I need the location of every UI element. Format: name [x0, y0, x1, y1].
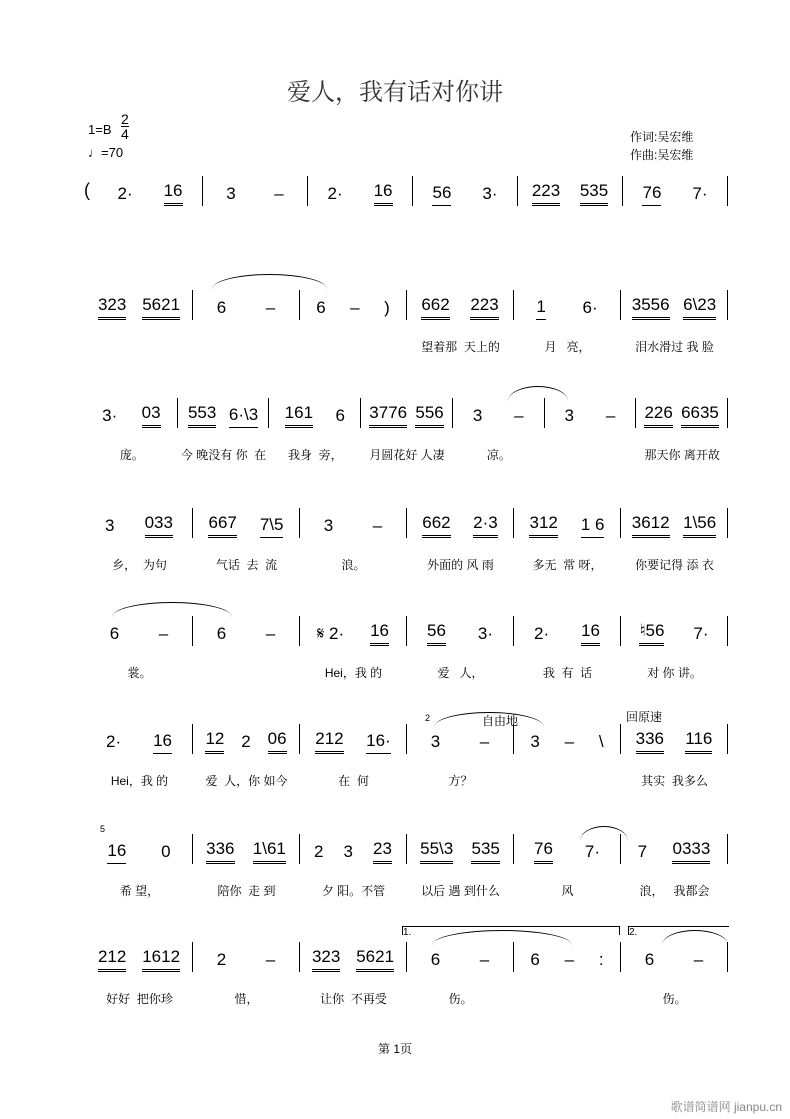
note-group: 212: [98, 947, 126, 972]
note-group: 12: [205, 729, 224, 754]
note-group: 336: [636, 729, 664, 754]
measures: [86, 724, 728, 754]
note-group: 2·: [533, 624, 550, 643]
lyric: 方？: [448, 774, 473, 788]
note-group: –: [564, 950, 575, 969]
measure: [300, 834, 407, 864]
lyric: 凉。: [486, 448, 511, 462]
lyrics-line: [86, 772, 728, 789]
lyric: 月圆花好 人凄: [369, 448, 445, 462]
lyric: 多无 常 呀，: [532, 558, 603, 572]
lyric: [86, 338, 193, 355]
note-group: 3612: [632, 513, 670, 538]
lyric: 好好 把你珍: [106, 992, 173, 1006]
note-group: 2: [241, 732, 251, 751]
measures: [86, 176, 728, 206]
note-group: 667: [208, 513, 236, 538]
lyric: 月 亮，: [544, 340, 591, 354]
lyric: 今 晚没有 你 在: [180, 448, 267, 462]
note-group: –: [158, 624, 169, 643]
measure: [621, 290, 728, 320]
watermark: 歌谱简谱网 jianpu.cn: [670, 1100, 782, 1114]
lyric: [514, 990, 621, 1007]
lyric: 我 有 话: [542, 666, 593, 680]
note-group: 2·: [105, 732, 122, 751]
measure: [300, 724, 407, 754]
lyric: 其实 我多么: [641, 774, 708, 788]
note-group: 2: [314, 842, 324, 861]
lyric: 望着那 天上的: [421, 340, 500, 354]
lyric: 那天你 离开故: [644, 448, 720, 462]
lyrics-line: [86, 882, 728, 899]
note-group: 116: [685, 729, 712, 754]
lyricist-credit: 作词:吴宏维: [630, 130, 694, 144]
note-group: 662: [422, 513, 450, 538]
note-group: –: [350, 298, 360, 317]
note-group: 556: [415, 403, 443, 428]
note-group: 033: [145, 513, 173, 538]
lyric: 泪水滑过 我 脸: [635, 340, 714, 354]
measure: [193, 290, 300, 320]
note-group: 3·: [477, 624, 493, 643]
note-group: 6·\3: [229, 405, 258, 428]
note-group: –: [265, 298, 276, 317]
measure: [514, 508, 621, 538]
note-group: –: [564, 732, 575, 751]
measures: [86, 834, 728, 864]
a-tempo-marking: 回原速: [626, 710, 663, 724]
grace-note: 5: [100, 824, 106, 834]
staff-row: [86, 398, 728, 478]
lyric: 让你 不再受: [320, 992, 387, 1006]
bracket-open: (: [84, 180, 90, 200]
measure: [86, 176, 203, 206]
measures: [86, 398, 728, 428]
measure: [514, 942, 621, 972]
measure: [86, 834, 193, 864]
note-group: 3: [472, 406, 483, 425]
lyrics-line: [86, 446, 728, 463]
note-group: –: [693, 950, 704, 969]
measure: [193, 834, 300, 864]
measure: [413, 176, 518, 206]
note-group: 3: [530, 732, 540, 751]
note-group: 212: [315, 729, 343, 754]
note-group: 2·: [327, 184, 343, 203]
lyric: 以后 遇 到什么: [421, 884, 500, 898]
measure: [300, 942, 407, 972]
note-group: 2: [216, 950, 227, 969]
page-number: 第 1页: [377, 1042, 412, 1056]
note-group: 3·: [482, 184, 498, 203]
free-tempo-marking: 自由地: [482, 714, 519, 728]
lyric: [545, 446, 637, 463]
note-group: 56: [432, 183, 451, 206]
note-group: 55\3: [420, 839, 453, 864]
lyric: Hei，我 的: [324, 666, 383, 680]
note-group: 56: [427, 621, 446, 646]
note-group: –: [274, 184, 284, 203]
note-group: 323: [312, 947, 340, 972]
measure: [86, 290, 193, 320]
measure: [407, 290, 514, 320]
note-group: 03: [142, 403, 161, 428]
staff-row: [86, 616, 728, 696]
note-group: 3: [323, 516, 334, 535]
measure: [621, 508, 728, 538]
note-group: 6: [109, 624, 120, 643]
note-group: 7·: [584, 842, 600, 861]
lyric: 对 你 讲。: [647, 666, 702, 680]
note-group: 0: [161, 842, 171, 861]
lyric: 我身 旁，: [287, 448, 343, 462]
measure: [178, 398, 270, 428]
volta-1-label: 1.: [403, 927, 412, 938]
note-group: 7·: [693, 624, 709, 643]
note-group: 223: [532, 181, 560, 206]
measures: [86, 290, 728, 320]
song-title: 爱人，我有话对你讲: [287, 78, 503, 106]
lyric: [300, 338, 407, 355]
note-group: 16: [153, 731, 172, 754]
measure: [621, 616, 728, 646]
lyrics-line: [86, 990, 728, 1007]
note-group: 6: [530, 950, 540, 969]
note-group: :: [598, 950, 604, 969]
composer-credit: 作曲:吴宏维: [630, 148, 694, 162]
lyric: 气话 去 流: [215, 558, 278, 572]
measure: [407, 942, 514, 972]
note-group: 23: [373, 839, 392, 864]
note-group: 6: [316, 298, 326, 317]
note-group: 535: [580, 181, 608, 206]
lyrics-line: [86, 338, 728, 355]
time-signature: [121, 112, 129, 141]
note-group: –: [265, 950, 276, 969]
lyrics-line: [86, 664, 728, 681]
time-sig-bottom: 4: [121, 126, 129, 142]
note-group: 3556: [632, 295, 670, 320]
note-group: 223: [470, 295, 498, 320]
measure: [621, 724, 728, 754]
note-group: 336: [206, 839, 234, 864]
note-group: 76: [534, 839, 553, 864]
measures: [86, 942, 728, 972]
lyric: Hei，我 的: [110, 774, 169, 788]
note-group: 226: [644, 403, 672, 428]
tie-arc: [508, 386, 568, 401]
note-group: 3: [226, 184, 236, 203]
measure: [621, 834, 728, 864]
note-group: –: [514, 406, 524, 425]
lyric: 陪你 走 到: [217, 884, 276, 898]
note-group: 3·: [102, 406, 118, 425]
measure: [545, 398, 637, 428]
note-group: 3: [105, 516, 115, 535]
note-group: 0333: [672, 839, 710, 864]
note-group: 16: [164, 181, 183, 206]
staff-row: [86, 834, 728, 914]
staff-row: [86, 290, 728, 370]
measure: [514, 290, 621, 320]
measure: [518, 176, 623, 206]
tie-arc: [580, 826, 628, 841]
measure: [514, 616, 621, 646]
lyric: 外面的 风 雨: [427, 558, 494, 572]
note-group: 6: [216, 624, 227, 643]
lyric: 爱 人，: [437, 666, 484, 680]
note-group: 6: [335, 406, 345, 425]
note-group: 7: [637, 842, 648, 861]
measure: [193, 616, 300, 646]
note-group: 16: [107, 841, 126, 864]
note-group: 𝄋 2·: [316, 624, 345, 643]
tie-arc: [112, 602, 232, 617]
note-group: 6: [430, 950, 441, 969]
note-group: 06: [268, 729, 287, 754]
note-group: 5621: [356, 947, 394, 972]
lyric: 伤。: [448, 992, 473, 1006]
lyric: 希 望，: [119, 884, 160, 898]
note-group: ): [384, 298, 390, 317]
note-group: 161: [285, 403, 313, 428]
lyric: 浪， 我都会: [639, 884, 710, 898]
note-group: 6: [216, 298, 227, 317]
measure: [86, 616, 193, 646]
measure: [300, 508, 407, 538]
measure: [636, 398, 728, 428]
note-group: –: [479, 950, 490, 969]
note-group: 6·: [582, 298, 598, 317]
grace-note: 2: [425, 713, 431, 723]
measure: [300, 290, 407, 320]
note-group: 16·: [366, 731, 391, 754]
lyric: 风: [561, 884, 574, 898]
time-sig-top: 2: [121, 111, 129, 127]
note-group: 7\5: [260, 515, 284, 538]
lyric: 惜，: [234, 992, 259, 1006]
staff-row: [86, 942, 728, 1022]
lyric: [514, 772, 621, 789]
note-group: 6\23: [683, 295, 716, 320]
note-group: 312: [529, 513, 557, 538]
note-group: 1\61: [253, 839, 286, 864]
measure: [86, 398, 178, 428]
note-group: –: [479, 732, 490, 751]
lyrics-line: [86, 556, 728, 573]
lyric: 浪。: [341, 558, 366, 572]
note-group: 6635: [681, 403, 719, 428]
lyric: 爱 人，你 如今: [205, 774, 288, 788]
measure: [514, 724, 621, 754]
measure: [86, 508, 193, 538]
lyric: [193, 664, 300, 681]
measure: [453, 398, 545, 428]
measure: [300, 616, 407, 646]
note-group: 3776: [369, 403, 407, 428]
note-group: ♮56: [639, 621, 664, 646]
lyric: 你要记得 添 衣: [635, 558, 714, 572]
note-group: 1\56: [683, 513, 716, 538]
tempo-marking: ♩=70: [88, 145, 124, 160]
key-signature: 1=B: [88, 122, 112, 137]
note-group: 2·3: [473, 513, 498, 538]
lyric: 乡， 为句: [112, 558, 167, 572]
measures: [86, 508, 728, 538]
lyric: 伤。: [662, 992, 687, 1006]
measure: [269, 398, 361, 428]
note-group: –: [605, 406, 616, 425]
note-group: 3: [343, 842, 353, 861]
note-group: 3: [430, 732, 441, 751]
note-group: 16: [374, 181, 393, 206]
note-group: 2·: [117, 184, 133, 203]
measures: [86, 616, 728, 646]
staff-row: [86, 508, 728, 588]
lyric: 在 何: [338, 774, 369, 788]
note-group: 6: [644, 950, 655, 969]
measure: [193, 508, 300, 538]
lyric: 裳。: [127, 666, 152, 680]
note-group: 5621: [142, 295, 180, 320]
note-group: –: [372, 516, 383, 535]
note-group: 662: [421, 295, 449, 320]
measure: [407, 834, 514, 864]
measure: [308, 176, 413, 206]
measure: [407, 616, 514, 646]
note-group: 3: [564, 406, 574, 425]
staff-row: [86, 724, 728, 804]
lyric: [193, 338, 300, 355]
staff-row: [86, 176, 728, 256]
note-group: 553: [188, 403, 216, 428]
note-group: 16: [581, 621, 600, 646]
note-group: 7·: [692, 184, 708, 203]
note-group: 1: [536, 297, 545, 320]
note-group: 16: [370, 621, 389, 646]
lyric: 夕 阳。不管: [321, 884, 386, 898]
measure: [361, 398, 453, 428]
note-group: 76: [642, 183, 661, 206]
measure: [623, 176, 728, 206]
note-group: 323: [98, 295, 126, 320]
measure: [193, 724, 300, 754]
measure: [407, 508, 514, 538]
lyric: 庞。: [119, 448, 144, 462]
measure: [203, 176, 308, 206]
note-group: –: [265, 624, 276, 643]
measure: [86, 942, 193, 972]
note-group: 1 6: [581, 515, 605, 538]
measure: [621, 942, 728, 972]
note-group: 535: [471, 839, 499, 864]
measure: [193, 942, 300, 972]
note-group: \: [598, 732, 604, 751]
tie-arc: [434, 712, 544, 727]
measure: [86, 724, 193, 754]
tie-arc: [212, 274, 327, 289]
note-group: 1612: [142, 947, 180, 972]
volta-2-label: 2.: [629, 927, 638, 938]
